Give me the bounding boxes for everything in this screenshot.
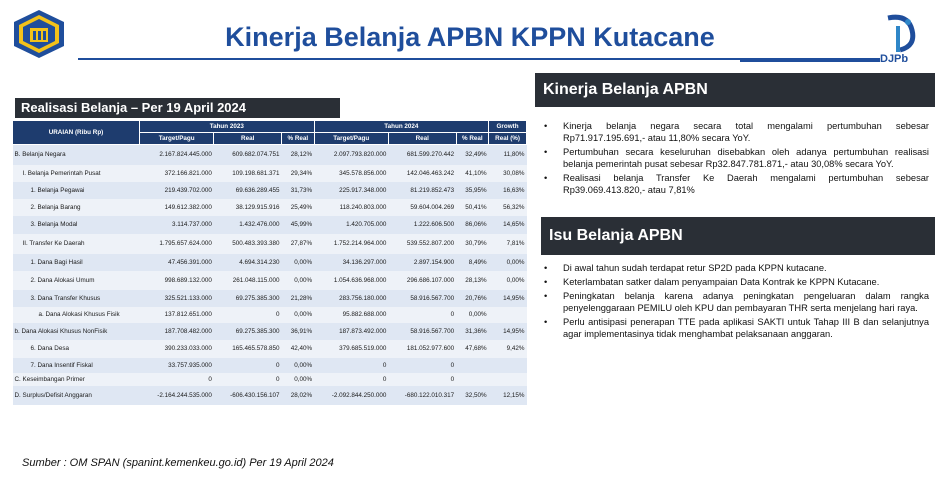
kinerja-title: Kinerja Belanja APBN [535,73,935,107]
cell-value: 1.432.476.000 [214,216,282,234]
cell-value: 0 [314,358,388,373]
cell-value: 0 [388,307,456,323]
cell-value: 1.795.657.624.000 [140,234,214,254]
cell-value: 9,42% [489,340,527,358]
cell-value: 21,28% [282,290,315,307]
isu-list [537,262,929,342]
cell-value: 81.219.852.473 [388,182,456,199]
row-label: 6. Dana Desa [13,340,140,358]
cell-value: -2.092.844.250.000 [314,386,388,405]
cell-value: 0,00% [282,358,315,373]
table-row [13,254,527,271]
row-label: b. Dana Alokasi Khusus NonFisik [13,323,140,340]
cell-value [489,358,527,373]
cell-value: 31,36% [456,323,489,340]
row-label: 2. Dana Alokasi Umum [13,271,140,290]
cell-value [456,358,489,373]
row-label: 1. Belanja Pegawai [13,182,140,199]
table-row [13,165,527,182]
cell-value: 2.897.154.900 [388,254,456,271]
cell-value: 0 [314,373,388,386]
cell-value: 27,87% [282,234,315,254]
cell-value: 45,99% [282,216,315,234]
cell-value: 12,15% [489,386,527,405]
cell-value: 500.483.393.380 [214,234,282,254]
isu-bullet: • Keterlambatan satker dalam penyampaian Data Kontrak ke KPPN Kutacane. [537,276,929,288]
sub-header-real-2023: Real [214,133,282,145]
cell-value [489,307,527,323]
table-row [13,290,527,307]
row-label: B. Belanja Negara [13,145,140,165]
cell-value: 47.456.391.000 [140,254,214,271]
cell-value: 32,50% [456,386,489,405]
table-row [13,373,527,386]
table-row [13,199,527,216]
row-label: a. Dana Alokasi Khusus Fisik [13,307,140,323]
isu-bullet: • Di awal tahun sudah terdapat retur SP2D pada KPPN kutacane. [537,262,929,274]
cell-value: 0 [214,373,282,386]
page-title: Kinerja Belanja APBN KPPN Kutacane [225,22,715,52]
cell-value: 0,00% [282,307,315,323]
col-growth-header: Growth [489,121,527,133]
col-2023-header: Tahun 2023 [140,121,315,133]
cell-value: 47,68% [456,340,489,358]
cell-value: 219.439.702.000 [140,182,214,199]
cell-value: 345.578.856.000 [314,165,388,182]
cell-value: 14,65% [489,216,527,234]
cell-value: 34.136.297.000 [314,254,388,271]
cell-value: 539.552.807.200 [388,234,456,254]
col-uraian-header: URAIAN (Ribu Rp) [13,121,140,145]
djpb-logo-text: DJPb [880,53,909,65]
cell-value: 149.612.382.000 [140,199,214,216]
cell-value: 225.917.348.000 [314,182,388,199]
realisasi-section-title: Realisasi Belanja – Per 19 April 2024 [15,98,340,118]
cell-value: 20,76% [456,290,489,307]
cell-value: 35,95% [456,182,489,199]
cell-value: 296.686.107.000 [388,271,456,290]
cell-value: 59.604.004.269 [388,199,456,216]
row-label: I. Belanja Pemerintah Pusat [13,165,140,182]
cell-value: 14,95% [489,290,527,307]
cell-value: 0 [214,358,282,373]
cell-value: 36,91% [282,323,315,340]
cell-value: 1.054.636.968.000 [314,271,388,290]
kinerja-bullet: • Realisasi belanja Transfer Ke Daerah mengalami pertumbuhan sebesar Rp39.069.413.820,- atau 7,81% [537,172,929,196]
cell-value: 56,32% [489,199,527,216]
table-row [13,358,527,373]
cell-value: 38.129.915.916 [214,199,282,216]
cell-value: 28,02% [282,386,315,405]
row-label: 2. Belanja Barang [13,199,140,216]
cell-value: 3.114.737.000 [140,216,214,234]
cell-value: 0,00% [282,373,315,386]
cell-value: 29,34% [282,165,315,182]
table-row [13,216,527,234]
cell-value: 142.046.463.242 [388,165,456,182]
cell-value: 42,40% [282,340,315,358]
cell-value: 0 [388,358,456,373]
sub-header-pct-2024: % Real [456,133,489,145]
row-label: 7. Dana Insentif Fiskal [13,358,140,373]
cell-value: 137.812.651.000 [140,307,214,323]
row-label: 3. Dana Transfer Khusus [13,290,140,307]
col-2024-header: Tahun 2024 [314,121,489,133]
cell-value: 390.233.033.000 [140,340,214,358]
cell-value: 14,95% [489,323,527,340]
cell-value: 187.708.482.000 [140,323,214,340]
cell-value [456,373,489,386]
cell-value: 109.198.681.371 [214,165,282,182]
cell-value: 998.689.132.000 [140,271,214,290]
cell-value: -2.164.244.535.000 [140,386,214,405]
sub-header-target-2024: Target/Pagu [314,133,388,145]
cell-value: 7,81% [489,234,527,254]
row-label: II. Transfer Ke Daerah [13,234,140,254]
cell-value: -680.122.010.317 [388,386,456,405]
cell-value: 31,73% [282,182,315,199]
cell-value: 0,00% [489,254,527,271]
table-row [13,340,527,358]
cell-value: 32,49% [456,145,489,165]
realisasi-table [12,120,527,405]
cell-value: 86,06% [456,216,489,234]
cell-value: 0 [214,307,282,323]
cell-value: 0,00% [282,271,315,290]
cell-value: 1.420.705.000 [314,216,388,234]
kinerja-bullet: • Pertumbuhan secara keseluruhan disebabkan oleh adanya pertumbuhan realisasi belanja pemerintah pusat sebesar Rp32.847.781.871,- atau 30,08% secara YoY. [537,146,929,170]
cell-value: 2.097.793.820.000 [314,145,388,165]
table-row [13,386,527,405]
cell-value: 69.275.385.300 [214,323,282,340]
sub-header-growth: Real (%) [489,133,527,145]
cell-value: 30,08% [489,165,527,182]
cell-value: 69.275.385.300 [214,290,282,307]
kemenkeu-logo [10,8,68,60]
cell-value: 1.752.214.964.000 [314,234,388,254]
kinerja-list [537,120,929,198]
row-label: C. Keseimbangan Primer [13,373,140,386]
cell-value: 30,79% [456,234,489,254]
cell-value: 0,00% [282,254,315,271]
cell-value: 165.465.578.850 [214,340,282,358]
table-row [13,234,527,254]
row-label: 1. Dana Bagi Hasil [13,254,140,271]
table-row [13,307,527,323]
cell-value: -606.430.156.107 [214,386,282,405]
cell-value [489,373,527,386]
cell-value: 11,80% [489,145,527,165]
title-divider-accent [740,58,880,62]
cell-value: 2.167.824.445.000 [140,145,214,165]
cell-value: 4.694.314.230 [214,254,282,271]
cell-value: 16,63% [489,182,527,199]
row-label: 3. Belanja Modal [13,216,140,234]
cell-value: 28,13% [456,271,489,290]
cell-value: 58.916.567.700 [388,290,456,307]
sub-header-target-2023: Target/Pagu [140,133,214,145]
cell-value: 33.757.935.000 [140,358,214,373]
sub-header-pct-2023: % Real [282,133,315,145]
cell-value: 681.599.270.442 [388,145,456,165]
cell-value: 28,12% [282,145,315,165]
cell-value: 0 [140,373,214,386]
cell-value: 261.048.115.000 [214,271,282,290]
isu-bullet: • Peningkatan belanja karena adanya peningkatan pengeluaran dalam rangka penyelenggaraan PEMILU oleh KPU dan pembayaran THR serta menjelang hari raya. [537,290,929,314]
cell-value: 58.916.567.700 [388,323,456,340]
cell-value: 25,49% [282,199,315,216]
cell-value: 118.240.803.000 [314,199,388,216]
sub-header-real-2024: Real [388,133,456,145]
cell-value: 283.756.180.000 [314,290,388,307]
cell-value: 8,49% [456,254,489,271]
cell-value: 0,00% [456,307,489,323]
cell-value: 325.521.133.000 [140,290,214,307]
cell-value: 95.882.688.000 [314,307,388,323]
table-row [13,182,527,199]
realisasi-table-body [13,145,527,405]
row-label: D. Surplus/Defisit Anggaran [13,386,140,405]
cell-value: 187.873.492.000 [314,323,388,340]
cell-value: 41,10% [456,165,489,182]
isu-bullet: • Perlu antisipasi penerapan TTE pada aplikasi SAKTI untuk Tahap III B dan selanjutnya agar implementasinya tidak menghambat pelaksanaan anggaran. [537,316,929,340]
cell-value: 0,00% [489,271,527,290]
cell-value: 0 [388,373,456,386]
cell-value: 1.222.606.500 [388,216,456,234]
table-row [13,271,527,290]
cell-value: 69.636.289.455 [214,182,282,199]
cell-value: 372.166.821.000 [140,165,214,182]
source-note: Sumber : OM SPAN (spanint.kemenkeu.go.id) Per 19 April 2024 [22,457,334,469]
cell-value: 609.682.074.751 [214,145,282,165]
isu-title: Isu Belanja APBN [541,217,935,255]
table-row [13,323,527,340]
kinerja-bullet: • Kinerja belanja negara secara total mengalami pertumbuhan sebesar Rp71.917.195.691,- atau 11,80% secara YoY. [537,120,929,144]
cell-value: 379.685.519.000 [314,340,388,358]
table-row [13,145,527,165]
cell-value: 181.052.977.600 [388,340,456,358]
cell-value: 50,41% [456,199,489,216]
